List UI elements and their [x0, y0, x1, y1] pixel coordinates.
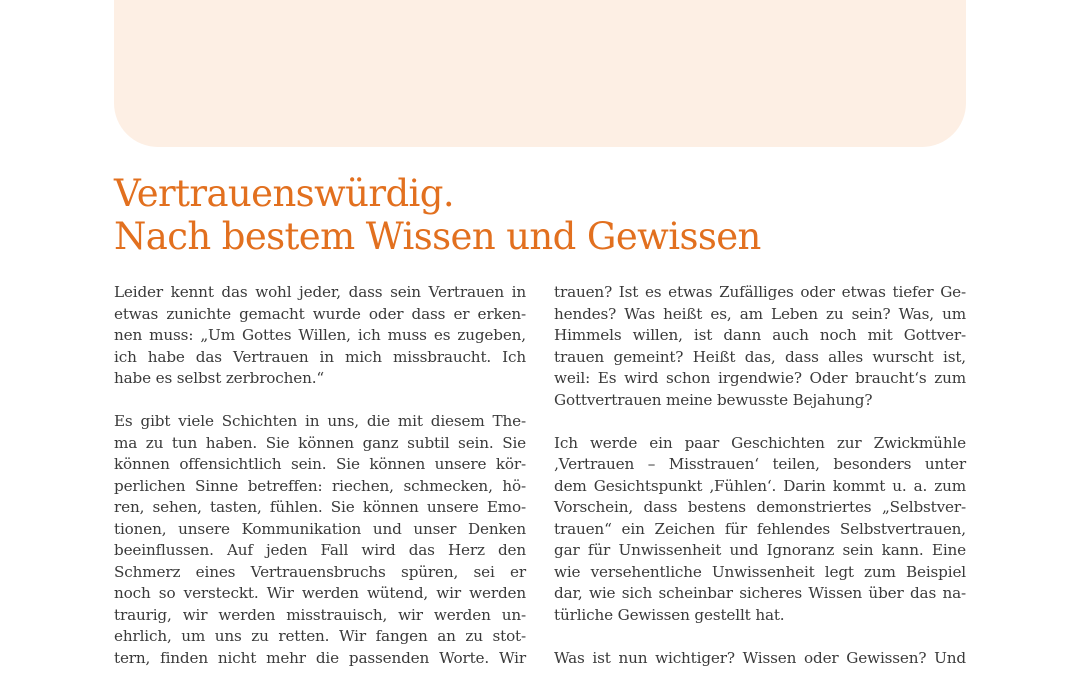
- paragraph-gap: [554, 626, 966, 648]
- article-heading: [114, 172, 974, 258]
- heading-line-1: Vertrauenswürdig.: [114, 172, 455, 215]
- text-line: Ich werde ein paar Geschichten zur Zwickmühle: [554, 433, 966, 452]
- text-line: habe es selbst zerbrochen.“: [114, 369, 325, 387]
- text-line: türliche Gewissen gestellt hat.: [554, 605, 785, 624]
- text-line: beeinflussen. Auf jeden Fall wird das Herz den: [114, 541, 526, 559]
- text-line: tern, finden nicht mehr die passenden Worte. Wir: [114, 648, 526, 667]
- text-line: wie versehentliche Unwissenheit legt zum Beispiel: [554, 562, 966, 581]
- text-line: dar, wie sich scheinbar sicheres Wissen über das na-: [554, 584, 966, 602]
- text-line: Gottvertrauen meine bewusste Bejahung?: [554, 390, 873, 409]
- text-line: trauen? Ist es etwas Zufälliges oder etwas tiefer Ge-: [554, 283, 966, 301]
- text-line: perlichen Sinne betreffen: riechen, schmecken, hö-: [114, 476, 526, 495]
- paragraph: [554, 433, 966, 627]
- text-line: dem Gesichtspunkt ‚Fühlen‘. Darin kommt u. a. zum: [554, 476, 966, 495]
- paragraph-gap: [114, 390, 526, 412]
- text-line: hendes? Was heißt es, am Leben zu sein? Was, um: [554, 304, 966, 323]
- text-line: weil: Es wird schon irgendwie? Oder braucht‘s zum: [554, 369, 966, 387]
- text-line: etwas zunichte gemacht wurde oder dass er erken-: [114, 304, 526, 323]
- text-line: Himmels willen, ist dann auch noch mit Gottver-: [554, 326, 966, 344]
- text-line: ich habe das Vertrauen in mich missbraucht. Ich: [114, 347, 526, 366]
- text-line: gar für Unwissenheit und Ignoranz sein kann. Eine: [554, 541, 966, 559]
- text-line: traurig, wir werden misstrauisch, wir werden un-: [114, 605, 526, 624]
- text-line: ma zu tun haben. Sie können ganz subtil sein. Sie: [114, 433, 526, 452]
- text-line: Leider kennt das wohl jeder, dass sein Vertrauen in: [114, 283, 526, 301]
- text-line: noch so versteckt. Wir werden wütend, wir werden: [114, 584, 526, 602]
- heading-line-2: Nach bestem Wissen und Gewissen: [114, 215, 761, 258]
- text-line: ehrlich, um uns zu retten. Wir fangen an zu stot-: [114, 627, 526, 645]
- text-line: tionen, unsere Kommunikation und unser Denken: [114, 519, 526, 538]
- top-decorative-panel: [114, 0, 966, 147]
- text-line: trauen gemeint? Heißt das, dass alles wurscht ist,: [554, 347, 966, 366]
- paragraph: [114, 411, 526, 669]
- paragraph: [554, 648, 966, 670]
- text-line: ‚Vertrauen – Misstrauen‘ teilen, besonders unter: [554, 455, 966, 473]
- text-line: trauen“ ein Zeichen für fehlendes Selbstvertrauen,: [554, 519, 966, 538]
- paragraph-gap: [554, 411, 966, 433]
- text-line: nen muss: „Um Gottes Willen, ich muss es zugeben,: [114, 326, 526, 344]
- text-line: Was ist nun wichtiger? Wissen oder Gewissen? Und: [554, 648, 966, 667]
- text-column-left: [114, 282, 526, 669]
- paragraph: [554, 282, 966, 411]
- text-column-right: [554, 282, 966, 669]
- text-line: können offensichtlich sein. Sie können unsere kör-: [114, 455, 526, 473]
- text-line: Es gibt viele Schichten in uns, die mit diesem The-: [114, 412, 526, 430]
- text-line: ren, sehen, tasten, fühlen. Sie können unsere Emo-: [114, 498, 526, 516]
- paragraph: [114, 282, 526, 390]
- text-line: Vorschein, dass bestens demonstriertes „Selbstver-: [554, 498, 966, 516]
- text-line: Schmerz eines Vertrauensbruchs spüren, sei er: [114, 562, 526, 581]
